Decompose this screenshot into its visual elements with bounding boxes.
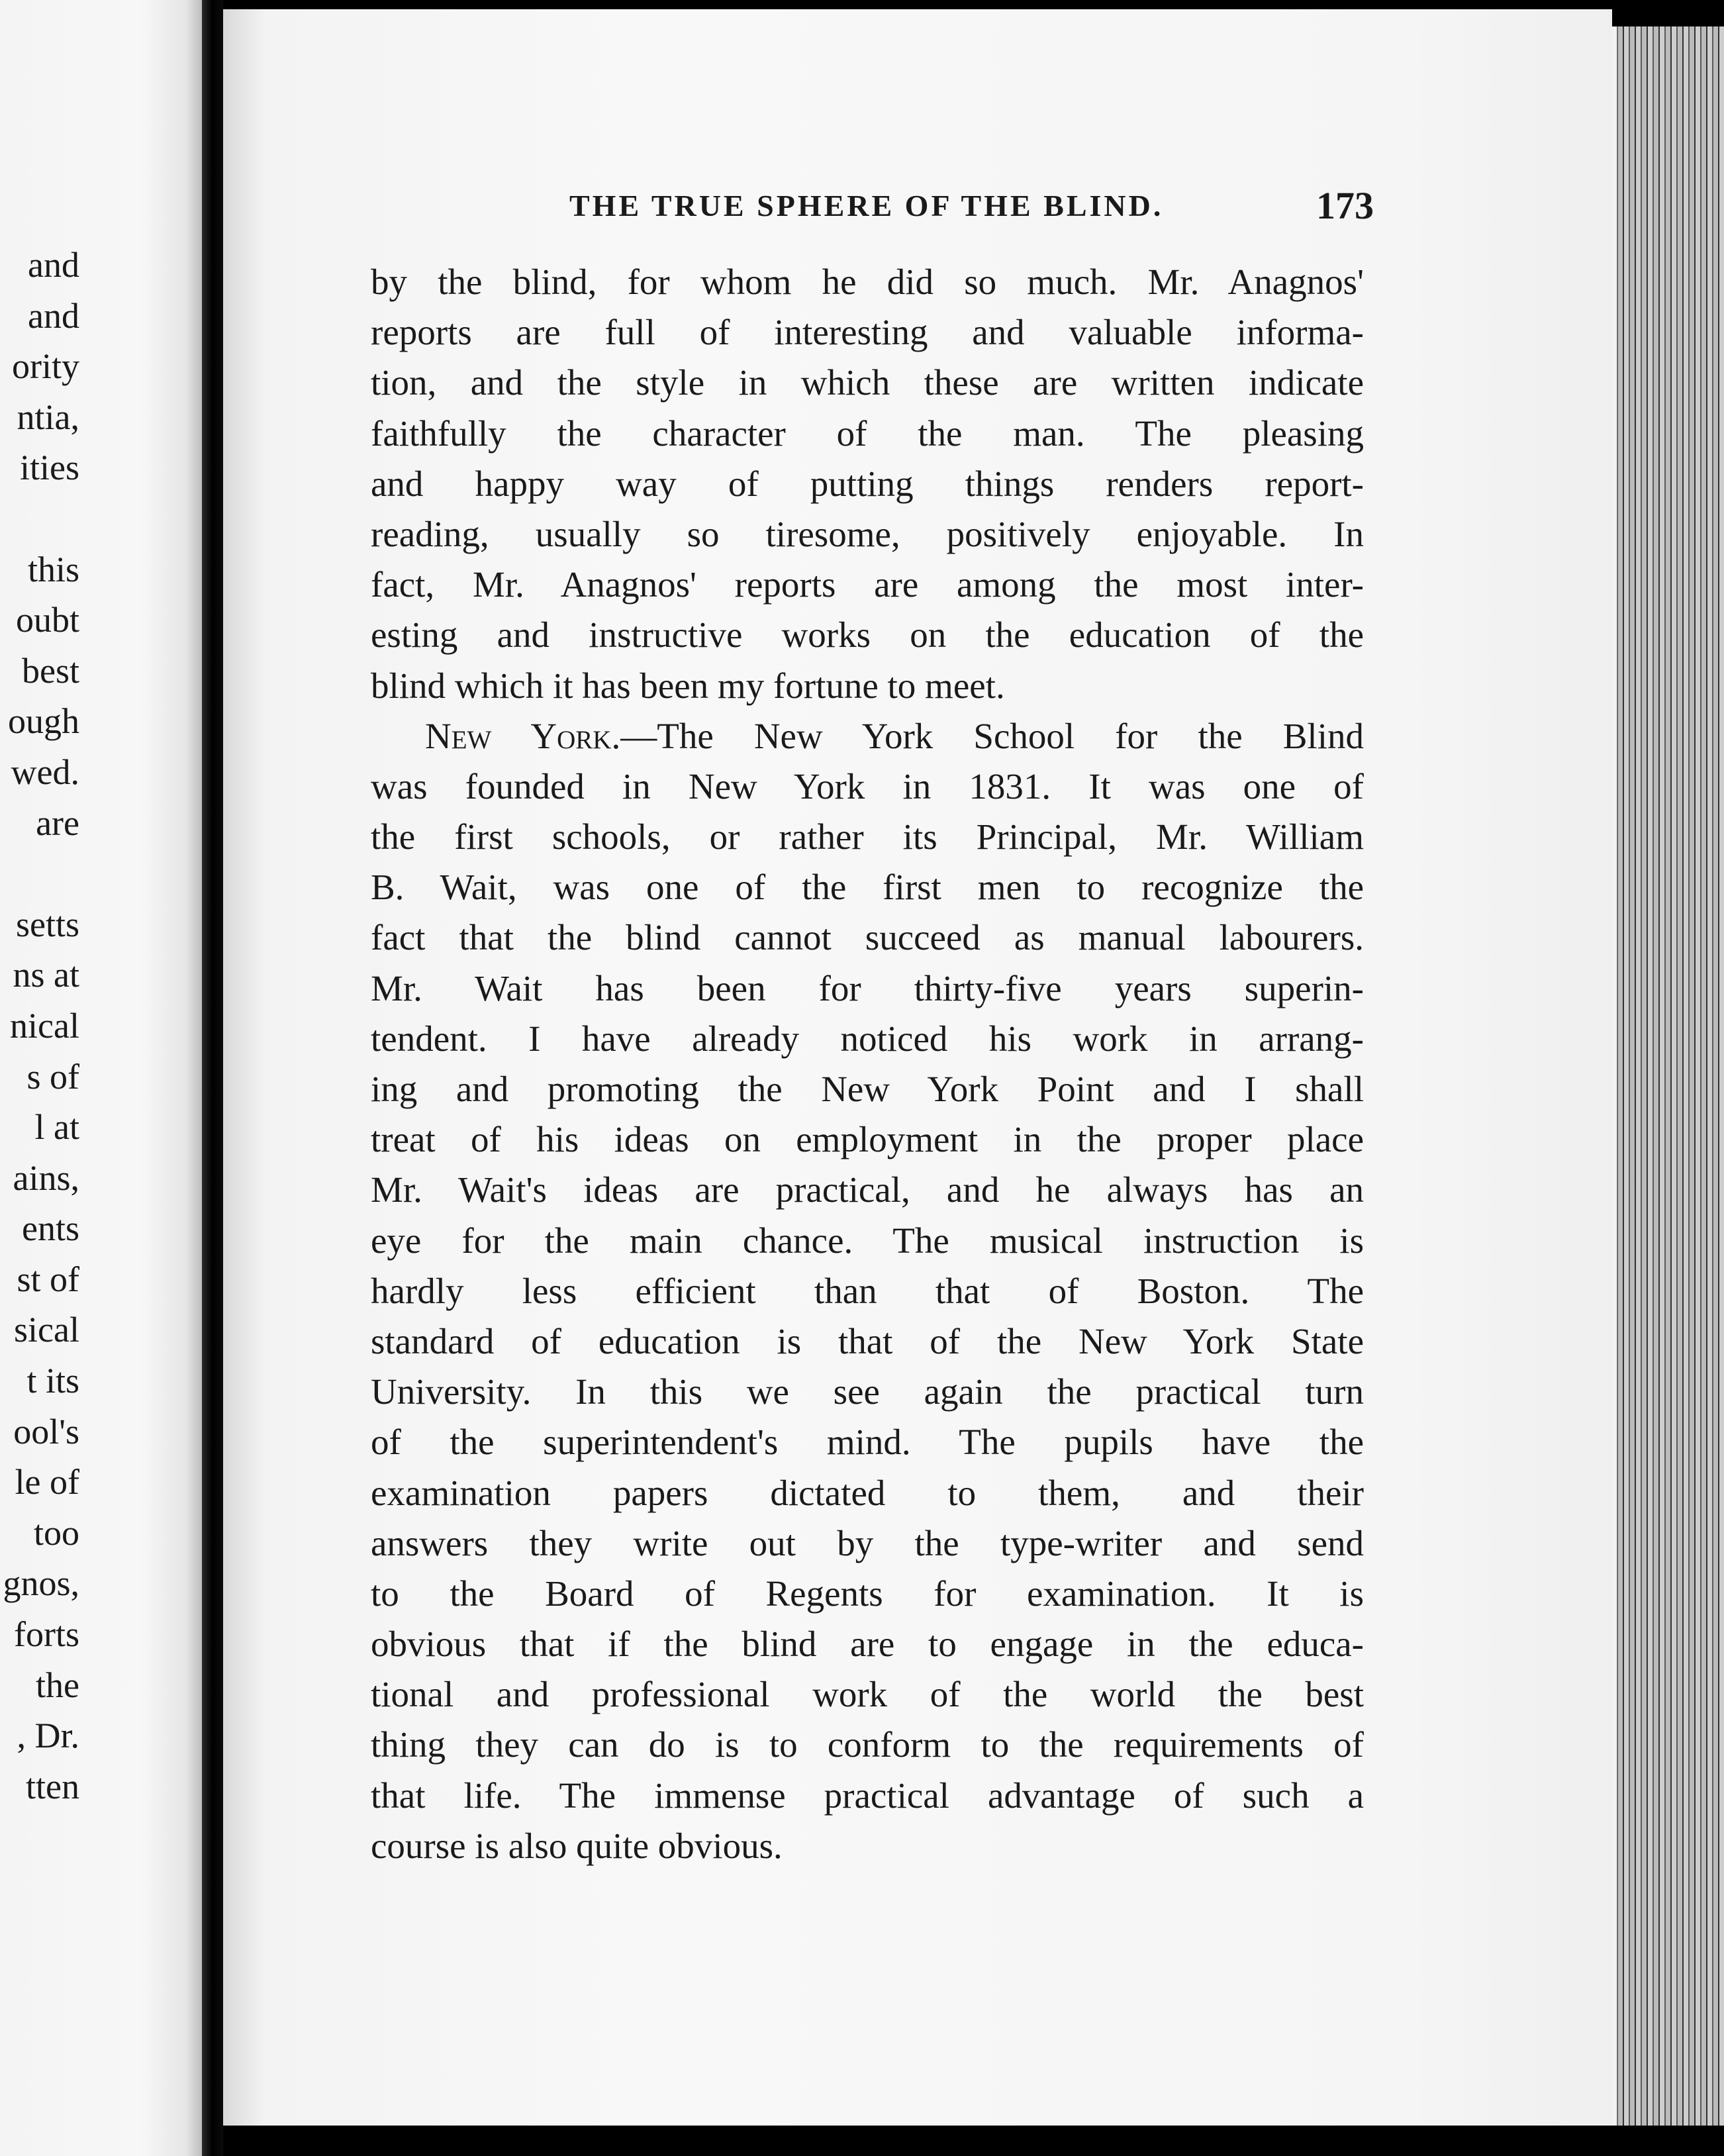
fragment-line: and bbox=[28, 245, 79, 285]
text-line: by the blind, for whom he did so much. Mr. Anagnos' bbox=[371, 262, 1364, 302]
fragment-line-blank bbox=[0, 848, 79, 899]
text-line: of the superintendent's mind. The pupils have the bbox=[371, 1422, 1364, 1463]
paragraph-1 bbox=[371, 257, 1364, 711]
section-lead: New York. bbox=[425, 715, 621, 756]
book-gutter bbox=[202, 0, 223, 2156]
fragment-line: le of bbox=[15, 1462, 79, 1502]
fragment-line: l at bbox=[34, 1107, 79, 1148]
text-line: ing and promoting the New York Point and I shall bbox=[371, 1069, 1364, 1109]
text-line: to the Board of Regents for examination. It is bbox=[371, 1573, 1364, 1614]
fragment-line: ains, bbox=[13, 1157, 79, 1198]
fragment-line: , Dr. bbox=[17, 1716, 79, 1756]
page-edges-stack bbox=[1612, 20, 1724, 2126]
fragment-line-blank bbox=[0, 493, 79, 544]
first-line-rest: —The New York School for the Blind bbox=[620, 715, 1364, 756]
text-line: Mr. Wait's ideas are practical, and he always has an bbox=[371, 1169, 1364, 1210]
fragment-line: s of bbox=[26, 1056, 79, 1097]
fragment-line: ities bbox=[20, 448, 79, 488]
fragment-line: wed. bbox=[11, 752, 79, 792]
fragment-line: ns at bbox=[13, 955, 79, 995]
text-line-first bbox=[371, 711, 1364, 761]
fragment-line: ntia, bbox=[17, 397, 79, 437]
text-line: treat of his ideas on employment in the proper place bbox=[371, 1119, 1364, 1160]
text-line: eye for the main chance. The musical instruction is bbox=[371, 1220, 1364, 1261]
fragment-line: ool's bbox=[13, 1411, 79, 1451]
fragment-line: this bbox=[27, 549, 79, 589]
running-head bbox=[569, 183, 1374, 229]
text-line: University. In this we see again the practical turn bbox=[371, 1371, 1364, 1412]
text-line: fact, Mr. Anagnos' reports are among the most inter- bbox=[371, 564, 1364, 605]
text-line: and happy way of putting things renders report- bbox=[371, 463, 1364, 504]
text-line: B. Wait, was one of the first men to recognize the bbox=[371, 867, 1364, 908]
fragment-line: ough bbox=[8, 701, 79, 742]
fragment-line: nical bbox=[10, 1005, 79, 1046]
fragment-line: forts bbox=[14, 1614, 79, 1655]
fragment-line: are bbox=[36, 803, 79, 843]
text-line: standard of education is that of the New York State bbox=[371, 1320, 1364, 1361]
text-line: the first schools, or rather its Principal, Mr. William bbox=[371, 816, 1364, 858]
text-line: answers they write out by the type-writer and send bbox=[371, 1522, 1364, 1563]
text-line: was founded in New York in 1831. It was one of bbox=[371, 765, 1364, 807]
fragment-line: too bbox=[33, 1512, 79, 1553]
text-line: tendent. I have already noticed his work in arrang- bbox=[371, 1018, 1364, 1059]
body-text bbox=[371, 257, 1364, 1871]
running-title: THE TRUE SPHERE OF THE BLIND. bbox=[569, 189, 1164, 222]
page-edges-shadow bbox=[1612, 0, 1724, 26]
text-line: fact that the blind cannot succeed as manual labourers. bbox=[371, 917, 1364, 958]
text-line: blind which it has been my fortune to meet. bbox=[371, 665, 1005, 706]
fragment-line: sical bbox=[14, 1310, 79, 1350]
fragment-line: setts bbox=[15, 904, 79, 944]
fragment-line: oubt bbox=[15, 600, 79, 640]
text-line: examination papers dictated to them, and their bbox=[371, 1472, 1364, 1513]
text-line: thing they can do is to conform to the requirements of bbox=[371, 1724, 1364, 1765]
fragment-line: st of bbox=[17, 1259, 79, 1299]
text-line: that life. The immense practical advantage of such a bbox=[371, 1775, 1364, 1816]
text-line: Mr. Wait has been for thirty-five years superin- bbox=[371, 967, 1364, 1008]
fragment-line: ority bbox=[12, 346, 79, 387]
text-line: tion, and the style in which these are written indicate bbox=[371, 362, 1364, 403]
page-number: 173 bbox=[1316, 184, 1374, 227]
fragment-line: gnos, bbox=[3, 1563, 79, 1604]
fragment-line: tten bbox=[26, 1766, 79, 1806]
text-line: faithfully the character of the man. The pleasing bbox=[371, 413, 1364, 454]
fragment-line: t its bbox=[26, 1361, 79, 1401]
fragment-line: ents bbox=[22, 1208, 79, 1249]
paragraph-2 bbox=[371, 711, 1364, 1871]
fragment-line: the bbox=[36, 1665, 79, 1705]
text-line: course is also quite obvious. bbox=[371, 1825, 783, 1866]
text-line: esting and instructive works on the education of the bbox=[371, 614, 1364, 656]
facing-page-left bbox=[0, 0, 202, 2156]
text-line: hardly less efficient than that of Boston. The bbox=[371, 1270, 1364, 1311]
text-line: reports are full of interesting and valuable informa- bbox=[371, 312, 1364, 353]
text-line: tional and professional work of the world the best bbox=[371, 1674, 1364, 1715]
facing-page-text-fragments bbox=[0, 240, 79, 1812]
text-line: reading, usually so tiresome, positively enjoyable. In bbox=[371, 513, 1364, 554]
fragment-line: best bbox=[22, 650, 79, 691]
fragment-line: and bbox=[28, 295, 79, 336]
text-line: obvious that if the blind are to engage in the educa- bbox=[371, 1624, 1364, 1665]
